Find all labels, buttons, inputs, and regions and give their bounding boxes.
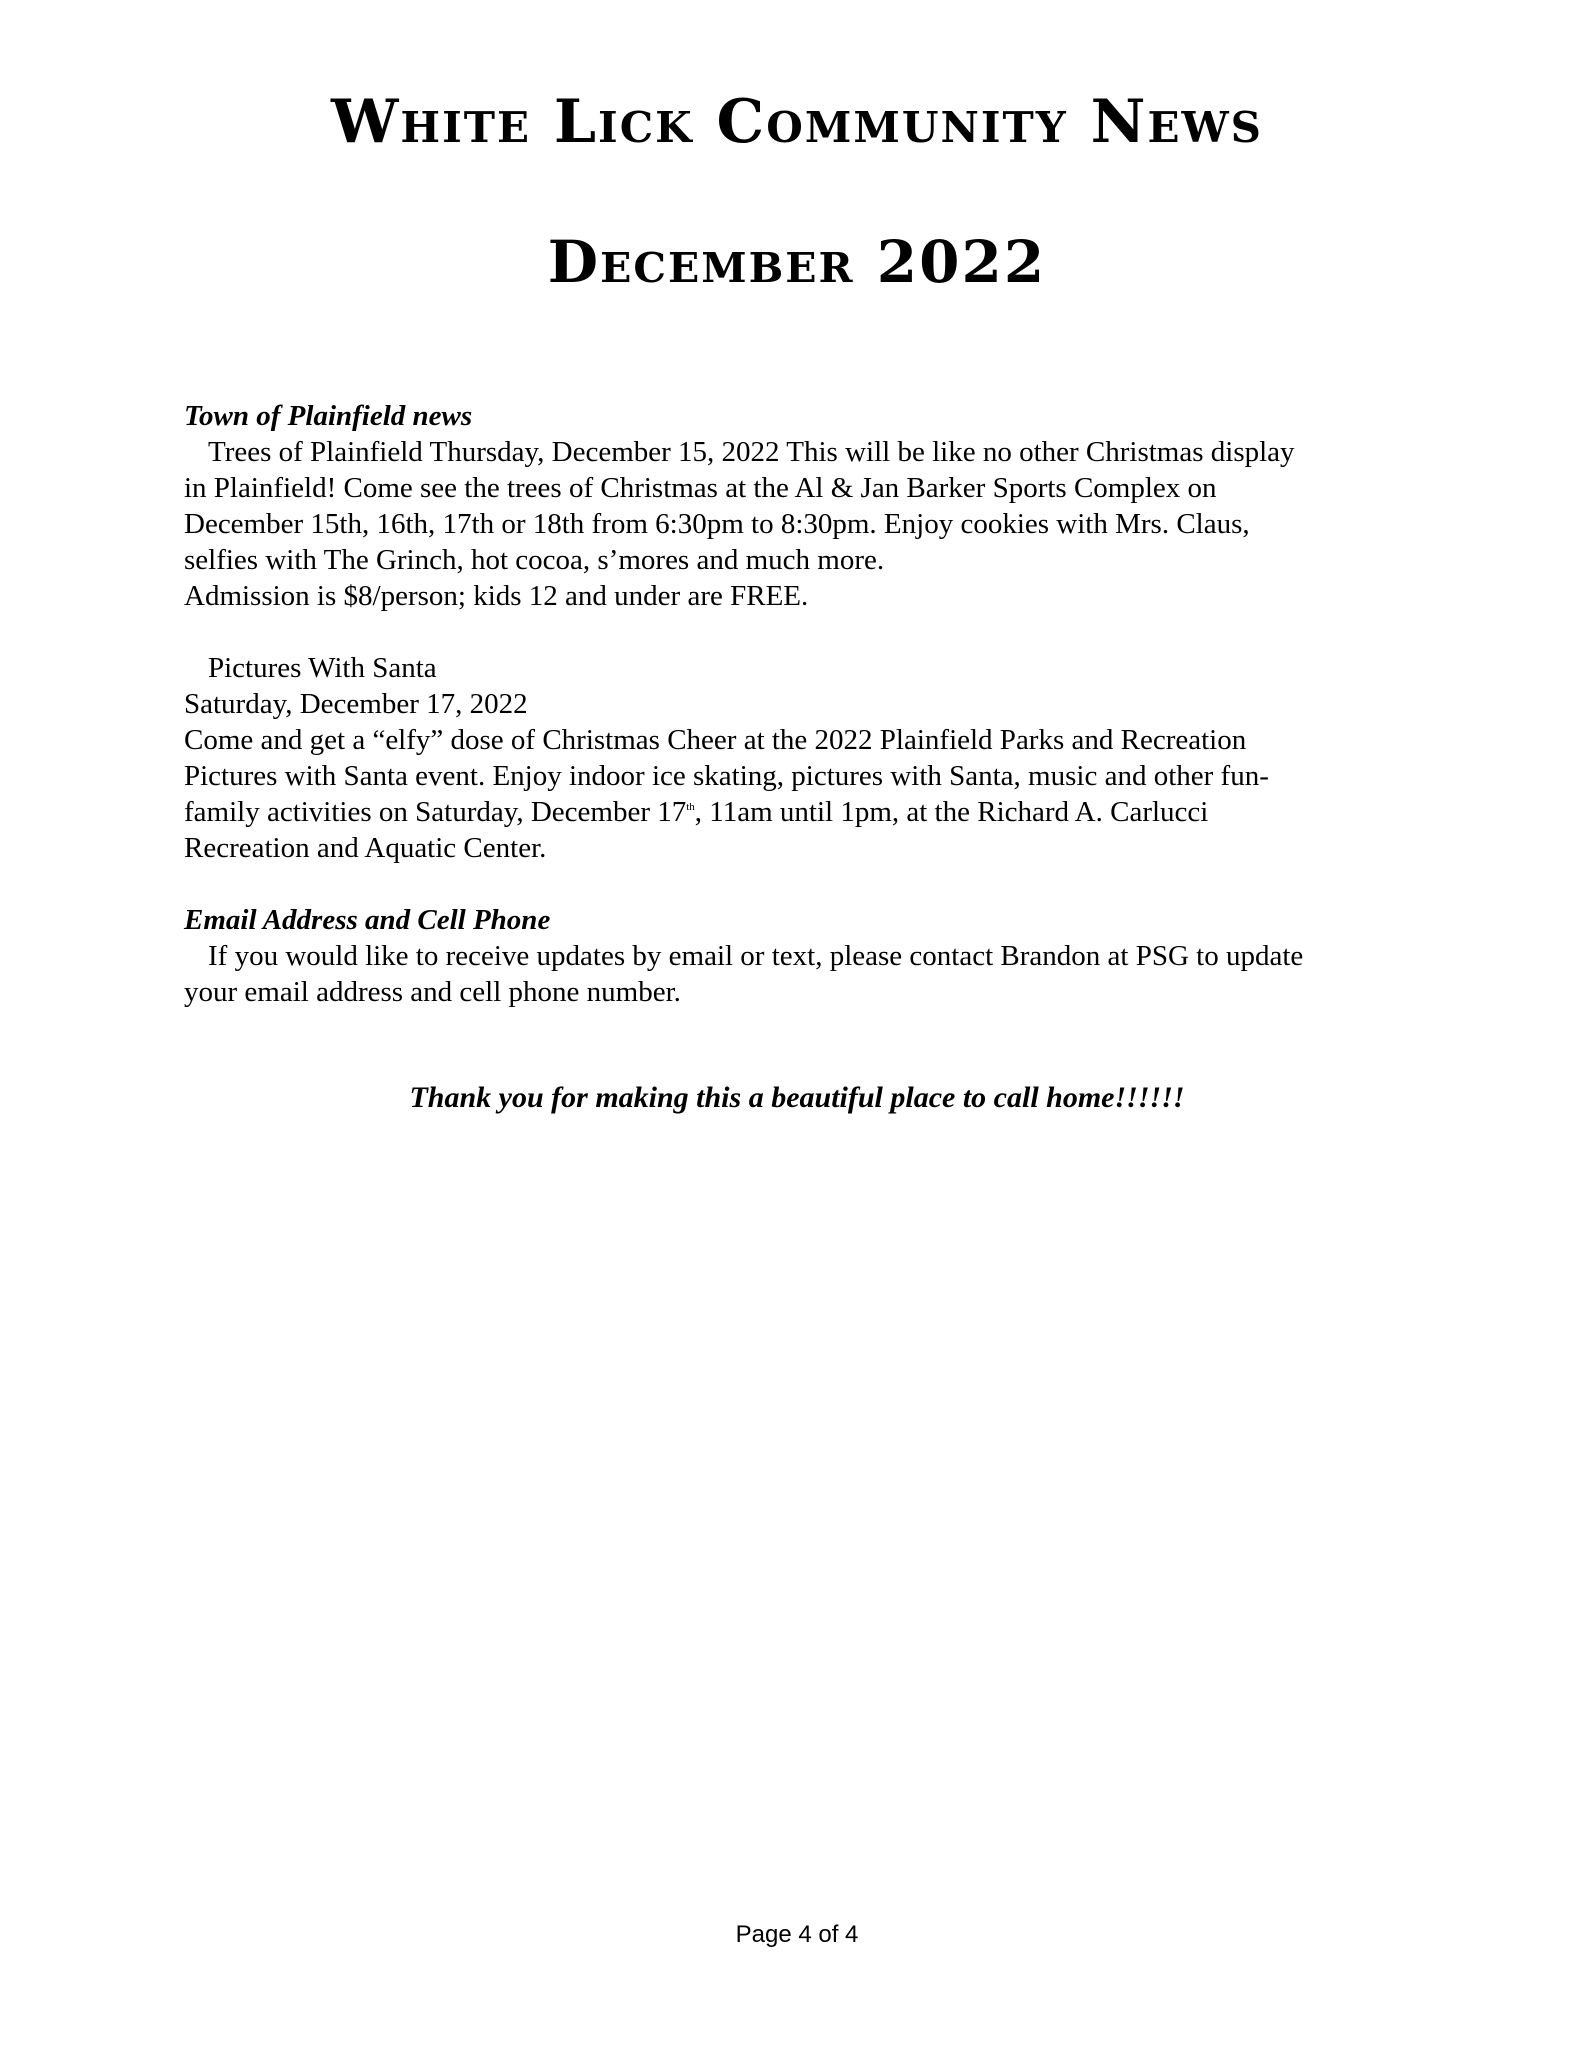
trees-line-1-text: Trees of Plainfield Thursday, December 15, 2022 This will be like no other Christmas display xyxy=(208,436,1295,468)
contact-line-1-text: If you would like to receive updates by email or text, please contact Brandon at PSG to update xyxy=(208,940,1304,972)
page-number: Page 4 of 4 xyxy=(735,1921,859,1948)
trees-paragraph-line-4: selfies with The Grinch, hot cocoa, s’mores and much more. xyxy=(184,544,885,576)
santa-paragraph-line-4: Recreation and Aquatic Center. xyxy=(184,832,547,864)
spacer xyxy=(184,866,1414,902)
spacer xyxy=(184,614,1414,650)
section-heading-plainfield: Town of Plainfield news xyxy=(184,400,473,432)
newsletter-title: White Lick Community News xyxy=(331,87,1263,157)
newsletter-body xyxy=(184,398,1414,1010)
santa-event-title-text: Pictures With Santa xyxy=(208,652,437,684)
santa-paragraph-line-1: Come and get a “elfy” dose of Christmas Cheer at the 2022 Plainfield Parks and Recreation xyxy=(184,724,1247,756)
santa-event-title xyxy=(184,650,1414,686)
santa-paragraph-line-3 xyxy=(184,794,1414,830)
santa-line-3-before: family activities on Saturday, December 17 xyxy=(184,796,687,828)
trees-paragraph-line-2: in Plainfield! Come see the trees of Christmas at the Al & Jan Barker Sports Complex on xyxy=(184,472,1217,504)
section-heading-contact: Email Address and Cell Phone xyxy=(184,904,551,936)
ordinal-suffix: th xyxy=(686,801,695,813)
newsletter-date: December 2022 xyxy=(547,228,1047,296)
contact-paragraph-line-1 xyxy=(184,938,1414,974)
santa-line-3-after: , 11am until 1pm, at the Richard A. Carlucci xyxy=(694,796,1209,828)
santa-paragraph-line-2: Pictures with Santa event. Enjoy indoor ice skating, pictures with Santa, music and other fun- xyxy=(184,760,1269,792)
santa-event-date: Saturday, December 17, 2022 xyxy=(184,688,528,720)
admission-text: Admission is $8/person; kids 12 and under are FREE. xyxy=(184,580,809,612)
trees-paragraph-line-3: December 15th, 16th, 17th or 18th from 6:30pm to 8:30pm. Enjoy cookies with Mrs. Claus, xyxy=(184,508,1250,540)
contact-paragraph-line-2: your email address and cell phone number. xyxy=(184,976,681,1008)
closing-message: Thank you for making this a beautiful place to call home!!!!!! xyxy=(409,1081,1185,1114)
trees-paragraph-line-1 xyxy=(184,434,1414,470)
